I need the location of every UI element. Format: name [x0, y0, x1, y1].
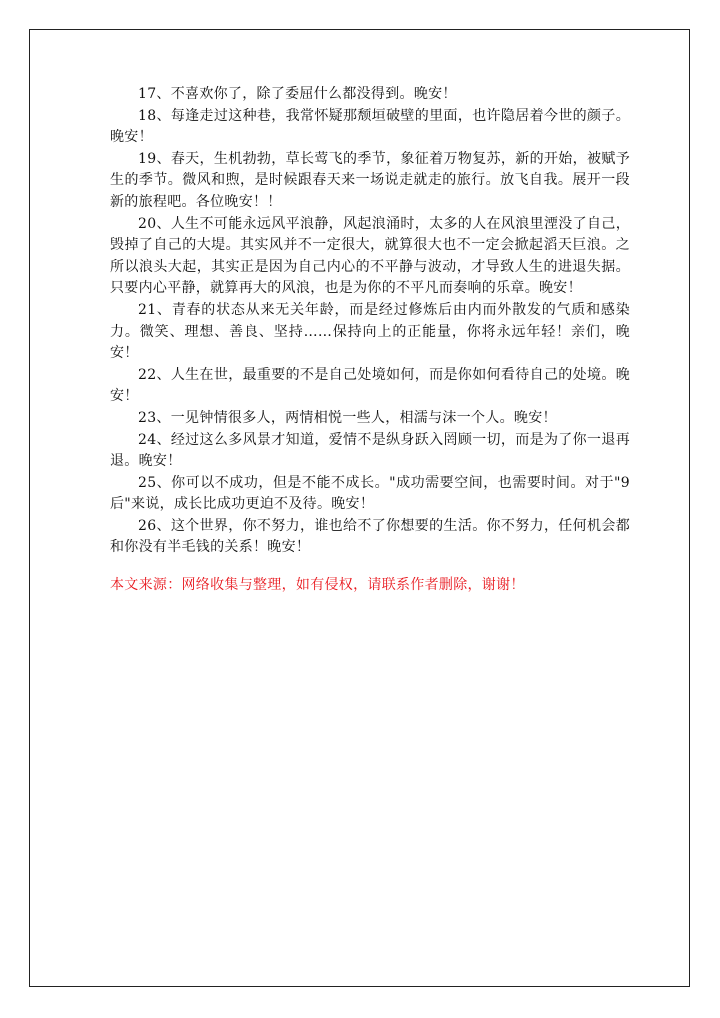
paragraph-19: 19、春天，生机勃勃，草长莺飞的季节，象征着万物复苏，新的开始，被赋予生的季节。微风和煦，是时候跟春天来一场说走就走的旅行。放飞自我。展开一段新的旅程吧。各位晚安！！ [110, 150, 630, 210]
paragraph-24: 24、经过这么多风景才知道，爱情不是纵身跃入罔顾一切，而是为了你一退再退。晚安！ [110, 431, 630, 470]
paragraph-21: 21、青春的状态从来无关年龄，而是经过修炼后由内而外散发的气质和感染力。微笑、理想、善良、坚持……保持向上的正能量，你将永远年轻！亲们，晚安！ [110, 301, 630, 362]
paragraph-18: 18、每逢走过这种巷，我常怀疑那颓垣破壁的里面，也许隐居着今世的颜子。晚安！ [110, 107, 630, 146]
paragraph-17: 17、不喜欢你了，除了委屈什么都没得到。晚安！ [138, 86, 457, 102]
document-body [110, 84, 630, 559]
paragraph-26: 26、这个世界，你不努力，谁也给不了你想要的生活。你不努力，任何机会都和你没有半毛钱的关系！晚安！ [110, 517, 630, 556]
paragraph-22: 22、人生在世，最重要的不是自己处境如何，而是你如何看待自己的处境。晚安！ [110, 366, 630, 405]
paragraph-23: 23、一见钟情很多人，两情相悦一些人，相濡与沫一个人。晚安！ [138, 409, 557, 426]
paragraph-20: 20、人生不可能永远风平浪静，风起浪涌时，太多的人在风浪里湮没了自己，毁掉了自己的大堤。其实风并不一定很大，就算很大也不一定会掀起滔天巨浪。之所以浪头大起，其实正是因为自己内心的不平静与波动，才导致人生的进退失据。只要内心平静，就算再大的风浪，也是为你的不平凡而奏响的乐章。晚安！ [110, 215, 630, 297]
paragraph-25: 25、你可以不成功，但是不能不成长。"成功需要空间，也需要时间。对于"9后"来说，成长比成功更迫不及待。晚安！ [110, 474, 630, 513]
source-note: 本文来源：网络收集与整理，如有侵权，请联系作者删除，谢谢！ [110, 577, 525, 593]
